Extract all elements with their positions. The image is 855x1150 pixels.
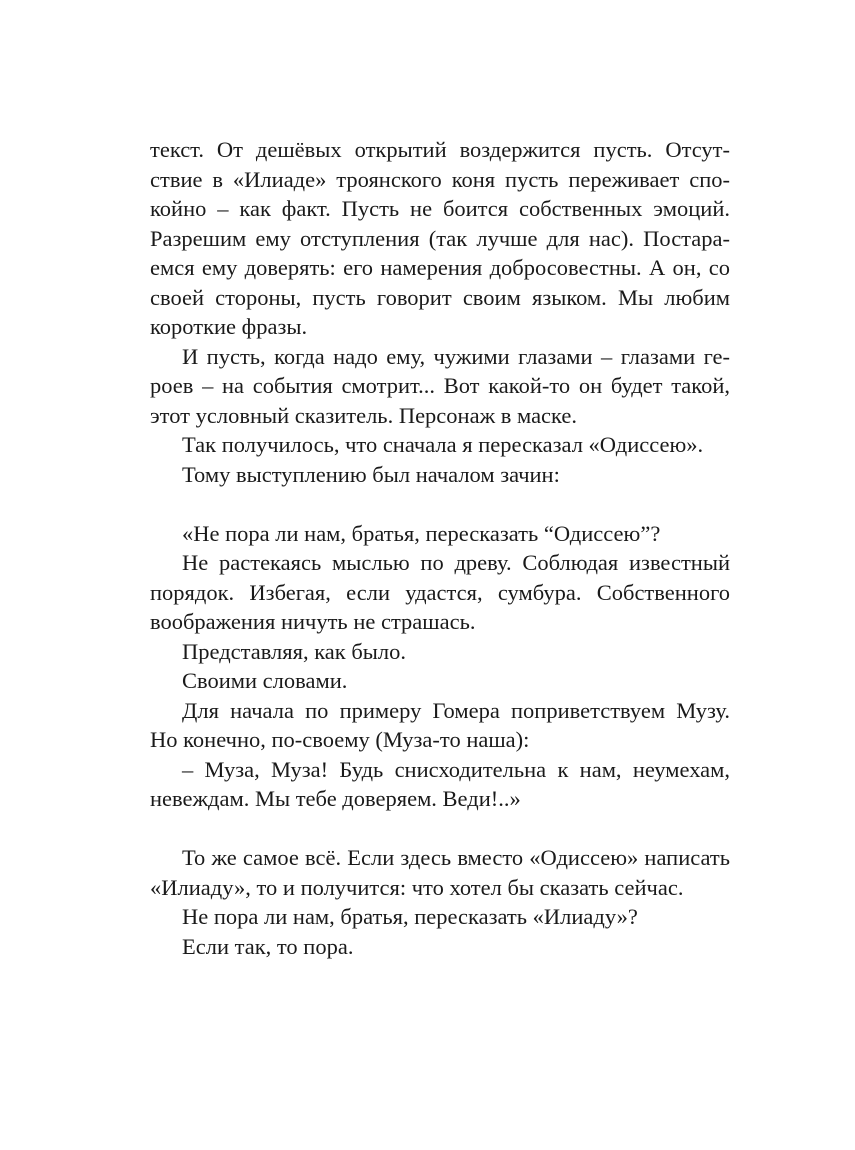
text-line: порядок. Избегая, если удастся, сумбура. Собственного — [150, 579, 730, 605]
quote-paragraph — [150, 519, 730, 549]
quote-paragraph — [150, 666, 730, 696]
paragraph — [150, 430, 730, 460]
book-page — [150, 135, 730, 961]
text-line: своей стороны, пусть говорит своим языком. Мы любим — [150, 284, 730, 310]
text-line: Не пора ли нам, братья, пересказать «Илиаду»? — [182, 904, 638, 929]
text-line: Своими словами. — [182, 668, 348, 693]
text-line: И пусть, когда надо ему, чужими глазами – глазами ге- — [182, 343, 730, 369]
paragraph — [150, 135, 730, 342]
paragraph — [150, 843, 730, 902]
text-line: емся ему доверять: его намерения добросовестны. А он, со — [150, 255, 730, 280]
text-line: воображения ничуть не страшась. — [150, 609, 476, 634]
blank-line — [150, 814, 730, 844]
text-line: короткие фразы. — [150, 314, 308, 339]
quote-paragraph — [150, 548, 730, 637]
paragraph — [150, 342, 730, 431]
text-line: Для начала по примеру Гомера поприветствуем Музу. — [182, 697, 730, 723]
text-line: этот условный сказитель. Персонаж в маске. — [150, 402, 578, 428]
text-line: То же самое всё. Если здесь вместо «Одиссею» написать — [182, 845, 730, 870]
quote-paragraph — [150, 637, 730, 667]
text-line: – Муза, Муза! Будь снисходительна к нам, неумехам, — [182, 756, 730, 782]
quote-paragraph — [150, 696, 730, 755]
text-line: ствие в «Илиаде» троянского коня пусть переживает спо- — [150, 166, 730, 192]
text-line: Представляя, как было. — [182, 638, 407, 664]
text-line: «Илиаду», то и получится: что хотел бы сказать сейчас. — [150, 874, 684, 900]
text-line: текст. От дешёвых открытий воздержится пусть. Отсут- — [150, 137, 730, 162]
text-line: невеждам. Мы тебе доверяем. Веди!..» — [150, 786, 521, 811]
text-line: «Не пора ли нам, братья, пересказать “Одиссею”? — [182, 520, 661, 546]
text-line: Так получилось, что сначала я пересказал «Одиссею». — [182, 432, 704, 457]
blank-line — [150, 489, 730, 519]
paragraph — [150, 902, 730, 932]
text-line: роев – на события смотрит... Вот какой-то он будет такой, — [150, 373, 730, 398]
paragraph — [150, 460, 730, 490]
quote-paragraph — [150, 755, 730, 814]
text-line: Если так, то пора. — [182, 933, 354, 959]
paragraph — [150, 932, 730, 962]
text-line: Тому выступлению был началом зачин: — [182, 461, 560, 487]
text-line: Не растекаясь мыслью по древу. Соблюдая известный — [182, 550, 730, 575]
text-line: Разрешим ему отступления (так лучше для нас). Постара- — [150, 225, 730, 251]
text-line: Но конечно, по-своему (Муза-то наша): — [150, 727, 530, 752]
text-line: койно – как факт. Пусть не боится собственных эмоций. — [150, 196, 730, 221]
